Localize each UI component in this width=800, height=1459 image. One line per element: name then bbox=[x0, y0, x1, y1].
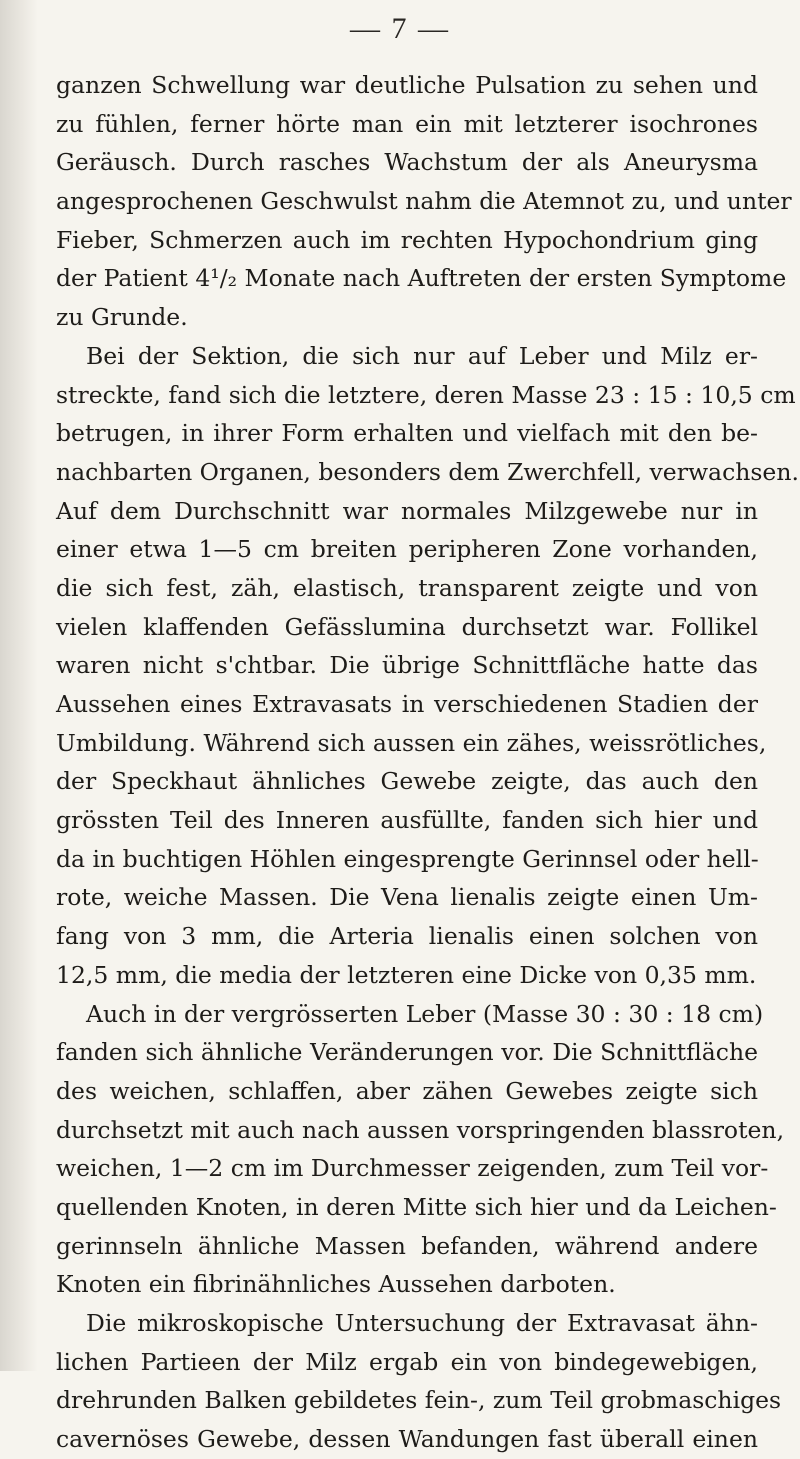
text-line: durchsetzt mit auch nach aussen vorspringenden blassroten, bbox=[56, 1115, 785, 1144]
page-number: — 7 — bbox=[350, 12, 450, 45]
text-line: Auch in der vergrösserten Leber (Masse 30 : 30 : 18 cm) bbox=[86, 999, 764, 1028]
text-line: 12,5 mm, die media der letzteren eine Dicke von 0,35 mm. bbox=[56, 960, 757, 989]
text-line: fang von 3 mm, die Arteria lienalis einen solchen von bbox=[56, 922, 758, 951]
text-line: ganzen Schwellung war deutliche Pulsation zu sehen und bbox=[56, 71, 758, 99]
text-line: weichen, 1—2 cm im Durchmesser zeigenden, zum Teil vor- bbox=[56, 1154, 769, 1183]
text-line: nachbarten Organen, besonders dem Zwerchfell, verwachsen. bbox=[56, 457, 799, 486]
text-line: Fieber, Schmerzen auch im rechten Hypochondrium ging bbox=[56, 225, 758, 254]
text-line: Umbildung. Während sich aussen ein zähes, weissrötliches, bbox=[56, 728, 767, 757]
text-line: grössten Teil des Inneren ausfüllte, fanden sich hier und bbox=[56, 806, 758, 835]
text-line: waren nicht s'chtbar. Die übrige Schnittfläche hatte das bbox=[56, 651, 758, 680]
text-line: Geräusch. Durch rasches Wachstum der als Aneurysma bbox=[56, 148, 758, 177]
text-line: fanden sich ähnliche Veränderungen vor. Die Schnittfläche bbox=[56, 1038, 758, 1067]
text-line: quellenden Knoten, in deren Mitte sich hier und da Leichen- bbox=[56, 1192, 777, 1221]
text-line: streckte, fand sich die letztere, deren Masse 23 : 15 : 10,5 cm bbox=[56, 380, 796, 409]
text-line: drehrunden Balken gebildetes fein-, zum Teil grobmaschiges bbox=[56, 1386, 782, 1415]
text-line: zu Grunde. bbox=[56, 303, 188, 332]
text-line: die sich fest, zäh, elastisch, transparent zeigte und von bbox=[56, 573, 758, 602]
text-line: lichen Partieen der Milz ergab ein von bindegewebigen, bbox=[56, 1347, 758, 1376]
text-line: zu fühlen, ferner hörte man ein mit letzterer isochrones bbox=[56, 109, 758, 138]
text-line: angesprochenen Geschwulst nahm die Atemnot zu, und unter bbox=[56, 187, 792, 216]
text-line: betrugen, in ihrer Form erhalten und vielfach mit den be- bbox=[56, 419, 758, 448]
text-line: des weichen, schlaffen, aber zähen Gewebes zeigte sich bbox=[56, 1076, 758, 1105]
text-line: cavernöses Gewebe, dessen Wandungen fast überall einen bbox=[56, 1425, 758, 1454]
page-edge-shadow bbox=[0, 0, 38, 1371]
text-line: vielen klaffenden Gefässlumina durchsetzt war. Follikel bbox=[56, 612, 758, 641]
text-line: rote, weiche Massen. Die Vena lienalis zeigte einen Um- bbox=[56, 883, 758, 912]
text-line: Knoten ein fibrinähnliches Aussehen darboten. bbox=[56, 1270, 616, 1299]
text-line: Aussehen eines Extravasats in verschiedenen Stadien der bbox=[56, 690, 758, 718]
text-line: der Patient 4¹/₂ Monate nach Auftreten der ersten Symptome bbox=[56, 264, 787, 293]
body-text bbox=[56, 66, 799, 1459]
text-line: Auf dem Durchschnitt war normales Milzgewebe nur in bbox=[56, 496, 758, 525]
text-line: einer etwa 1—5 cm breiten peripheren Zone vorhanden, bbox=[56, 535, 758, 564]
text-line: da in buchtigen Höhlen eingesprengte Gerinnsel oder hell- bbox=[56, 844, 759, 873]
text-line: Die mikroskopische Untersuchung der Extravasat ähn- bbox=[86, 1309, 758, 1337]
text-line: der Speckhaut ähnliches Gewebe zeigte, das auch den bbox=[56, 767, 758, 796]
text-line: gerinnseln ähnliche Massen befanden, während andere bbox=[56, 1231, 758, 1260]
text-line: Bei der Sektion, die sich nur auf Leber und Milz er- bbox=[86, 341, 758, 370]
